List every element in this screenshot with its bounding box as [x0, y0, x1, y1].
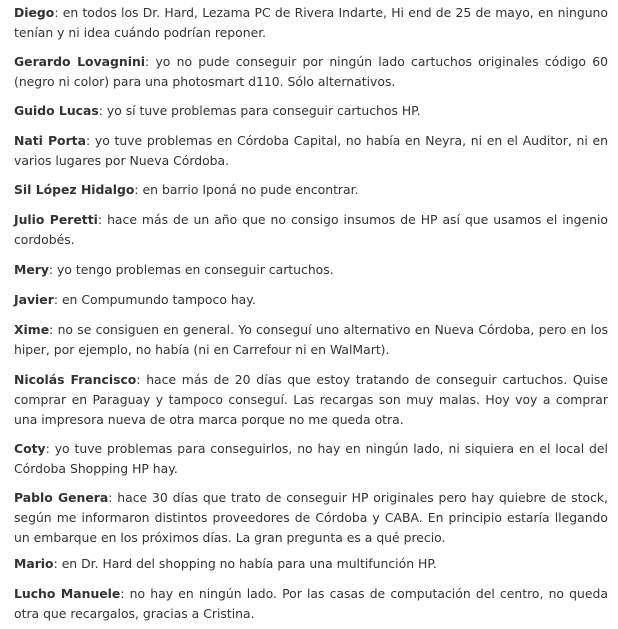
- comment-author: Guido Lucas: [14, 103, 99, 118]
- comment-author: Diego: [14, 5, 55, 20]
- comment-author: Pablo Genera: [14, 490, 109, 505]
- comment: Julio Peretti: hace más de un año que no consigo insumos de HP así que usamos el ingenio cordobés.: [14, 212, 608, 247]
- comment-author: Julio Peretti: [14, 212, 98, 227]
- comment: Diego: en todos los Dr. Hard, Lezama PC de Rivera Indarte, Hi end de 25 de mayo, en ninguno tenían y ni idea cuándo podrían reponer.: [14, 5, 608, 40]
- comment-author: Nicolás Francisco: [14, 372, 137, 387]
- comment-text: en Compumundo tampoco hay.: [61, 292, 256, 307]
- comment: Mery: yo tengo problemas en conseguir cartuchos.: [14, 262, 334, 277]
- comment-text: yo tuve problemas para conseguirlos, no hay en ningún lado, ni siquiera en el local del Córdoba Shopping HP hay.: [14, 441, 608, 476]
- comment-author: Nati Porta: [14, 133, 86, 148]
- comment-author: Lucho Manuele: [14, 586, 121, 601]
- comment: Javier: en Compumundo tampoco hay.: [14, 292, 256, 307]
- comment: Guido Lucas: yo sí tuve problemas para conseguir cartuchos HP.: [14, 103, 421, 118]
- comment-text: hace más de un año que no consigo insumos de HP así que usamos el ingenio cordobés.: [14, 212, 608, 247]
- comment: Lucho Manuele: no hay en ningún lado. Por las casas de computación del centro, no queda otra que recargalos, gracias a Cristina.: [14, 586, 608, 621]
- comment-author: Mery: [14, 262, 49, 277]
- comment-text: en Dr. Hard del shopping no había para una multifunción HP.: [61, 556, 437, 571]
- comment-text: en todos los Dr. Hard, Lezama PC de Rivera Indarte, Hi end de 25 de mayo, en ninguno tenían y ni idea cuándo podrían reponer.: [14, 5, 608, 40]
- comment-author: Coty: [14, 441, 46, 456]
- comment: Xime: no se consiguen en general. Yo conseguí uno alternativo en Nueva Córdoba, pero en los hiper, por ejemplo, no había (ni en Carrefour ni en WalMart).: [14, 322, 608, 357]
- comment-author: Javier: [14, 292, 54, 307]
- comment-text: yo no pude conseguir por ningún lado cartuchos originales código 60 (negro ni color) para una photosmart d110. Sólo alternativos.: [14, 54, 608, 89]
- comment-author: Xime: [14, 322, 50, 337]
- comment-text: en barrio Iponá no pude encontrar.: [142, 182, 359, 197]
- comment: Sil López Hidalgo: en barrio Iponá no pude encontrar.: [14, 182, 359, 197]
- comment-author: Sil López Hidalgo: [14, 182, 135, 197]
- comment: Gerardo Lovagnini: yo no pude conseguir por ningún lado cartuchos originales código 60 (negro ni color) para una photosmart d110. Sólo alternativos.: [14, 54, 608, 89]
- comment: Pablo Genera: hace 30 días que trato de conseguir HP originales pero hay quiebre de stock, según me informaron distintos proveedores de Córdoba y CABA. En principio estaría llegando un embarque en los próximos días. La gran pregunta es a qué precio.: [14, 490, 608, 545]
- comment: Nati Porta: yo tuve problemas en Córdoba Capital, no había en Neyra, ni en el Auditor, ni en varios lugares por Nueva Córdoba.: [14, 133, 608, 168]
- comment-author: Gerardo Lovagnini: [14, 54, 146, 69]
- comment: Nicolás Francisco: hace más de 20 días que estoy tratando de conseguir cartuchos. Quise comprar en Paraguay y tampoco conseguí. Las recargas son muy malas. Hoy voy a comprar una impresora nueva de otra marca porque no me queda otra.: [14, 372, 608, 427]
- comment-text: hace 30 días que trato de conseguir HP originales pero hay quiebre de stock, según me informaron distintos proveedores de Córdoba y CABA. En principio estaría llegando un embarque en los próximos días. La gran pregunta es a qué precio.: [14, 490, 608, 545]
- comment-text: yo sí tuve problemas para conseguir cartuchos HP.: [106, 103, 421, 118]
- comment: Mario: en Dr. Hard del shopping no había para una multifunción HP.: [14, 556, 437, 571]
- comment-text: hace más de 20 días que estoy tratando de conseguir cartuchos. Quise comprar en Paraguay y tampoco conseguí. Las recargas son muy malas. Hoy voy a comprar una impresora nueva de otra marca porque no me queda otra.: [14, 372, 608, 427]
- comment-text: yo tuve problemas en Córdoba Capital, no había en Neyra, ni en el Auditor, ni en varios lugares por Nueva Córdoba.: [14, 133, 608, 168]
- comment-text: no hay en ningún lado. Por las casas de computación del centro, no queda otra que recargalos, gracias a Cristina.: [14, 586, 608, 621]
- comment: Coty: yo tuve problemas para conseguirlos, no hay en ningún lado, ni siquiera en el local del Córdoba Shopping HP hay.: [14, 441, 608, 476]
- comment-author: Mario: [14, 556, 54, 571]
- comment-text: yo tengo problemas en conseguir cartuchos.: [57, 262, 334, 277]
- comment-text: no se consiguen en general. Yo conseguí uno alternativo en Nueva Córdoba, pero en los hiper, por ejemplo, no había (ni en Carrefour ni en WalMart).: [14, 322, 608, 357]
